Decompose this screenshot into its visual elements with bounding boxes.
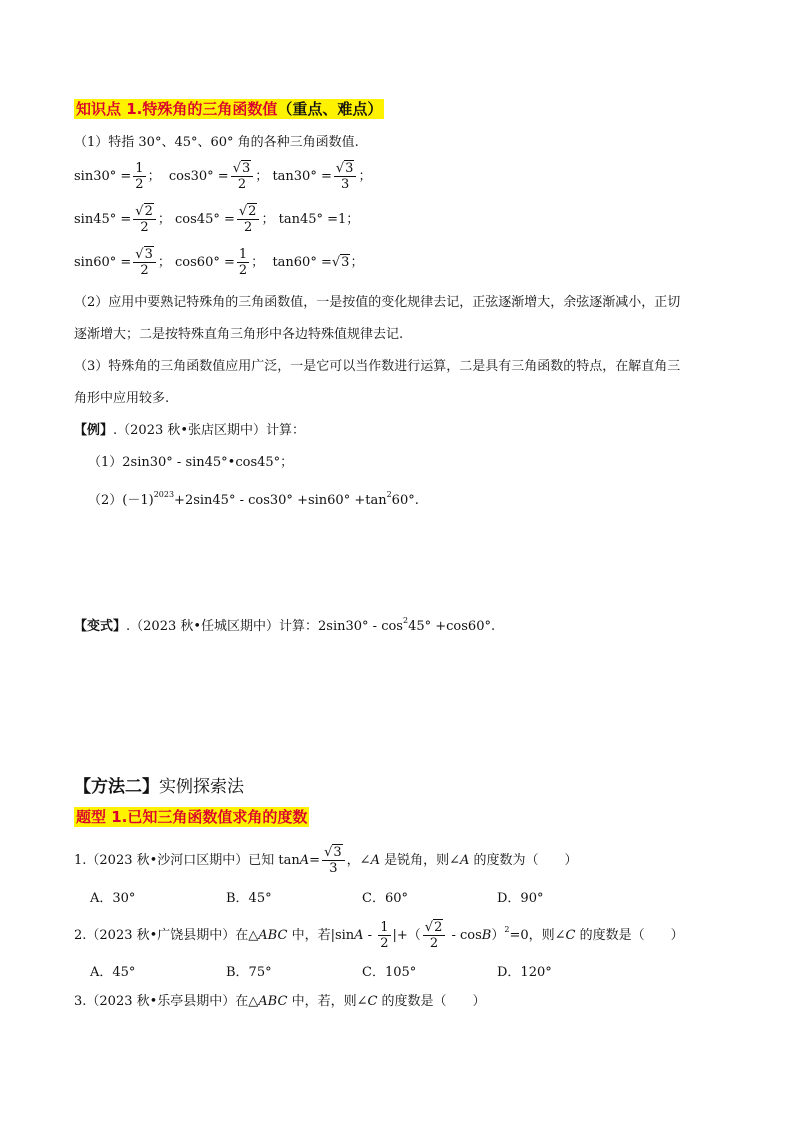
example-heading: 【例】.（2023 秋•张店区期中）计算：: [74, 423, 306, 438]
item-2-line-1: （2）应用中要熟记特殊角的三角函数值，一是按值的变化规律去记，正弦逐渐增大，余弦逐渐减小，正切: [74, 295, 681, 310]
q2-option-a[interactable]: A．45°: [90, 965, 136, 980]
q1-fraction: $\frac{√3}{3}$: [322, 845, 345, 876]
sin45-fraction: $\frac{√2}{2}$: [133, 204, 156, 235]
q2-option-b[interactable]: B．75°: [226, 965, 272, 980]
question-3: 3.（2023 秋•乐亭县期中）在△ABC 中，若，则∠C 的度数是（ ）: [74, 994, 486, 1009]
item-3-line-1: （3）特殊角的三角函数值应用广泛，一是它可以当作数进行运算，二是具有三角函数的特点，在解直角三: [74, 359, 681, 374]
tan30-fraction: $\frac{√3}{3}$: [334, 161, 357, 192]
title-highlight: 知识点 1.特殊角的三角函数值（重点、难点）: [76, 100, 383, 118]
item-3-line-2: 角形中应用较多.: [74, 391, 170, 406]
q2-option-d[interactable]: D．120°: [497, 965, 552, 980]
knowledge-point-title: [74, 100, 384, 120]
cos45-fraction: $\frac{√2}{2}$: [237, 204, 260, 235]
q1-option-b[interactable]: B．45°: [226, 891, 272, 906]
formula-row-45: sin45° = $\frac{√2}{2}$ ； cos45° = $\frac{√2}{2}$ ； tan45° =1；: [74, 204, 360, 235]
q2-fraction-root2: $\frac{√2}{2}$: [423, 920, 446, 951]
q2-option-c[interactable]: C．105°: [362, 965, 417, 980]
question-2: 2.（2023 秋•广饶县期中）在△ABC 中，若|sinA - $\frac{1}{2}$ |+（ $\frac{√2}{2}$ - cosB）$^2$=0，则∠C 的度数是（ ）: [74, 920, 684, 951]
question-1: 1.（2023 秋•沙河口区期中）已知 tanA= $\frac{√3}{3}$ ，∠A 是锐角，则∠A 的度数为（ ）: [74, 845, 578, 876]
cos60-fraction: $\frac{1}{2}$: [238, 247, 248, 278]
tan60-sqrt: √3: [331, 255, 350, 270]
variant-heading: 【变式】.（2023 秋•任城区期中）计算：$2\sin 30^\circ - \cos^245^\circ +\cos 60^\circ$.: [74, 616, 496, 634]
sin30-lhs: sin30° =: [74, 169, 132, 184]
item-2-line-2: 逐渐增大；二是按特殊直角三角形中各边特殊值规律去记.: [74, 327, 404, 342]
q1-option-d[interactable]: D．90°: [497, 891, 544, 906]
example-question-2: $(2)(-1)^{2023}+2\sin 45^\circ - \cos 30^\circ +\sin 60^\circ +\tan^260^\circ$.: [88, 490, 419, 508]
question-type-title: 题型 1.已知三角函数值求角的度数: [76, 808, 308, 826]
method-heading: 【方法二】实例探索法: [74, 777, 244, 797]
q1-option-c[interactable]: C．60°: [362, 891, 408, 906]
formula-row-60: sin60° = $\frac{√3}{2}$ ； cos60° = $\frac{1}{2}$ ； tan60° =√3；: [74, 247, 364, 278]
cos30-fraction: $\frac{√3}{2}$: [231, 161, 254, 192]
formula-row-30: sin30° = $\frac{1}{2}$ ； cos30° = $\frac{√3}{2}$ ； tan30° = $\frac{√3}{3}$ ；: [74, 161, 372, 192]
cos30-lhs: cos30° =: [168, 169, 229, 184]
item-1-text: （1）特指 30°、45°、60° 角的各种三角函数值.: [74, 135, 359, 150]
example-question-1: （1）2sin30° - sin45°•cos45°；: [88, 455, 294, 470]
tan30-lhs: tan30° =: [272, 169, 332, 184]
sin30-fraction: $\frac{1}{2}$: [135, 161, 144, 192]
q1-option-a[interactable]: A．30°: [90, 891, 136, 906]
tan45-text: tan45° =1；: [278, 212, 360, 227]
sin60-fraction: $\frac{√3}{2}$: [133, 247, 156, 278]
q2-fraction-half: $\frac{1}{2}$: [380, 920, 389, 951]
